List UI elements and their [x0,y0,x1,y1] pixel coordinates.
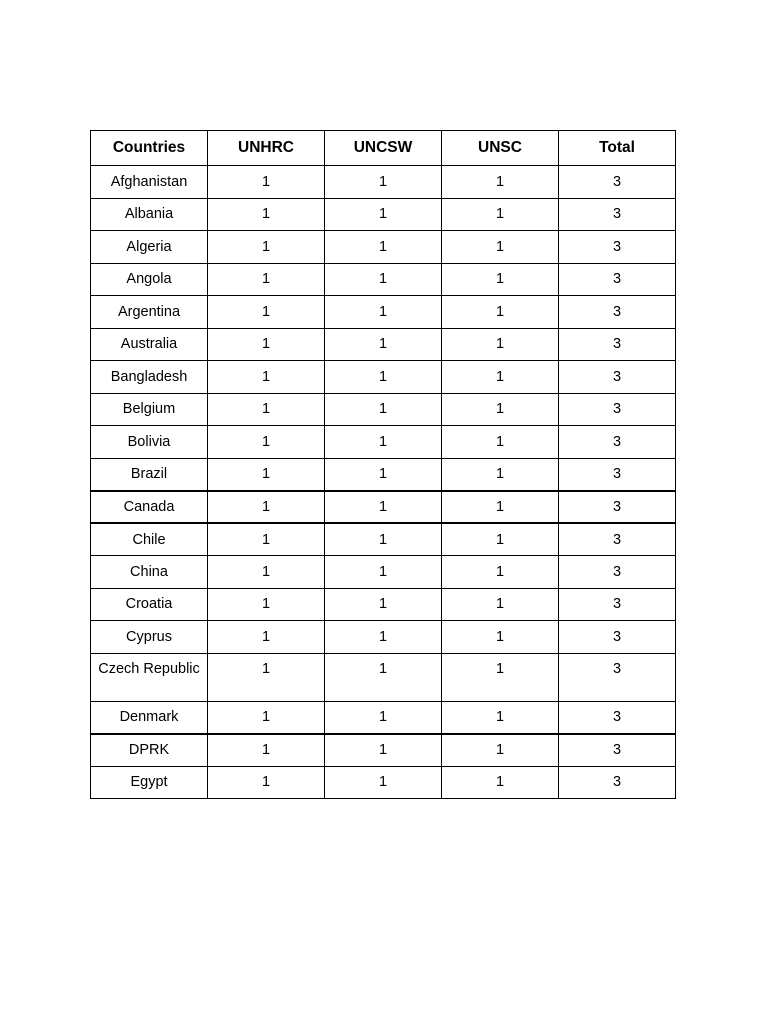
unhrc-cell: 1 [208,766,325,799]
uncsw-cell: 1 [325,588,442,621]
unhrc-cell: 1 [208,734,325,767]
total-cell: 3 [559,766,676,799]
total-cell: 3 [559,296,676,329]
header-unhrc: UNHRC [208,131,325,166]
country-cell: Canada [91,491,208,524]
uncsw-cell: 1 [325,426,442,459]
total-cell: 3 [559,393,676,426]
uncsw-cell: 1 [325,231,442,264]
unhrc-cell: 1 [208,653,325,701]
total-cell: 3 [559,734,676,767]
table-row [91,231,676,264]
total-cell: 3 [559,491,676,524]
unhrc-cell: 1 [208,166,325,199]
country-cell: Croatia [91,588,208,621]
unhrc-cell: 1 [208,263,325,296]
table-row [91,653,676,701]
country-cell: Algeria [91,231,208,264]
country-cell: Australia [91,328,208,361]
unsc-cell: 1 [442,734,559,767]
uncsw-cell: 1 [325,523,442,556]
unhrc-cell: 1 [208,296,325,329]
table-row [91,361,676,394]
unsc-cell: 1 [442,621,559,654]
unhrc-cell: 1 [208,361,325,394]
total-cell: 3 [559,653,676,701]
table-row [91,328,676,361]
uncsw-cell: 1 [325,458,442,491]
unsc-cell: 1 [442,393,559,426]
unsc-cell: 1 [442,296,559,329]
total-cell: 3 [559,523,676,556]
header-uncsw: UNCSW [325,131,442,166]
uncsw-cell: 1 [325,653,442,701]
uncsw-cell: 1 [325,361,442,394]
unsc-cell: 1 [442,653,559,701]
table-row [91,166,676,199]
total-cell: 3 [559,426,676,459]
uncsw-cell: 1 [325,263,442,296]
country-cell: Czech Republic [91,653,208,701]
uncsw-cell: 1 [325,491,442,524]
unsc-cell: 1 [442,263,559,296]
unhrc-cell: 1 [208,523,325,556]
table-row [91,296,676,329]
unsc-cell: 1 [442,491,559,524]
unhrc-cell: 1 [208,328,325,361]
uncsw-cell: 1 [325,556,442,589]
country-cell: Belgium [91,393,208,426]
country-cell: Argentina [91,296,208,329]
unhrc-cell: 1 [208,231,325,264]
header-total: Total [559,131,676,166]
total-cell: 3 [559,556,676,589]
total-cell: 3 [559,328,676,361]
table-body [91,166,676,799]
unhrc-cell: 1 [208,701,325,734]
table-row [91,588,676,621]
country-cell: Cyprus [91,621,208,654]
total-cell: 3 [559,231,676,264]
unsc-cell: 1 [442,701,559,734]
unsc-cell: 1 [442,328,559,361]
country-cell: Albania [91,198,208,231]
country-cell: Bolivia [91,426,208,459]
country-cell: Denmark [91,701,208,734]
country-cell: Chile [91,523,208,556]
table-row [91,734,676,767]
country-cell: Bangladesh [91,361,208,394]
unsc-cell: 1 [442,361,559,394]
total-cell: 3 [559,198,676,231]
table-row [91,766,676,799]
unsc-cell: 1 [442,556,559,589]
uncsw-cell: 1 [325,621,442,654]
table-row [91,556,676,589]
total-cell: 3 [559,588,676,621]
total-cell: 3 [559,701,676,734]
uncsw-cell: 1 [325,734,442,767]
table-row [91,426,676,459]
unhrc-cell: 1 [208,198,325,231]
uncsw-cell: 1 [325,166,442,199]
table-row [91,621,676,654]
unsc-cell: 1 [442,588,559,621]
unsc-cell: 1 [442,426,559,459]
total-cell: 3 [559,166,676,199]
header-row [91,131,676,166]
unhrc-cell: 1 [208,458,325,491]
country-cell: Brazil [91,458,208,491]
uncsw-cell: 1 [325,296,442,329]
table-row [91,263,676,296]
unhrc-cell: 1 [208,491,325,524]
country-cell: Afghanistan [91,166,208,199]
table-row [91,523,676,556]
total-cell: 3 [559,263,676,296]
country-cell: Egypt [91,766,208,799]
country-cell: Angola [91,263,208,296]
table-header [91,131,676,166]
countries-table [90,130,676,799]
unsc-cell: 1 [442,458,559,491]
country-cell: China [91,556,208,589]
uncsw-cell: 1 [325,198,442,231]
unsc-cell: 1 [442,231,559,264]
unhrc-cell: 1 [208,556,325,589]
unhrc-cell: 1 [208,426,325,459]
header-countries: Countries [91,131,208,166]
unsc-cell: 1 [442,198,559,231]
table-row [91,701,676,734]
total-cell: 3 [559,458,676,491]
uncsw-cell: 1 [325,393,442,426]
uncsw-cell: 1 [325,328,442,361]
uncsw-cell: 1 [325,701,442,734]
unhrc-cell: 1 [208,621,325,654]
country-cell: DPRK [91,734,208,767]
table-row [91,491,676,524]
total-cell: 3 [559,361,676,394]
unhrc-cell: 1 [208,588,325,621]
total-cell: 3 [559,621,676,654]
uncsw-cell: 1 [325,766,442,799]
unsc-cell: 1 [442,523,559,556]
table-row [91,393,676,426]
unsc-cell: 1 [442,166,559,199]
header-unsc: UNSC [442,131,559,166]
table-row [91,198,676,231]
unsc-cell: 1 [442,766,559,799]
table-row [91,458,676,491]
unhrc-cell: 1 [208,393,325,426]
